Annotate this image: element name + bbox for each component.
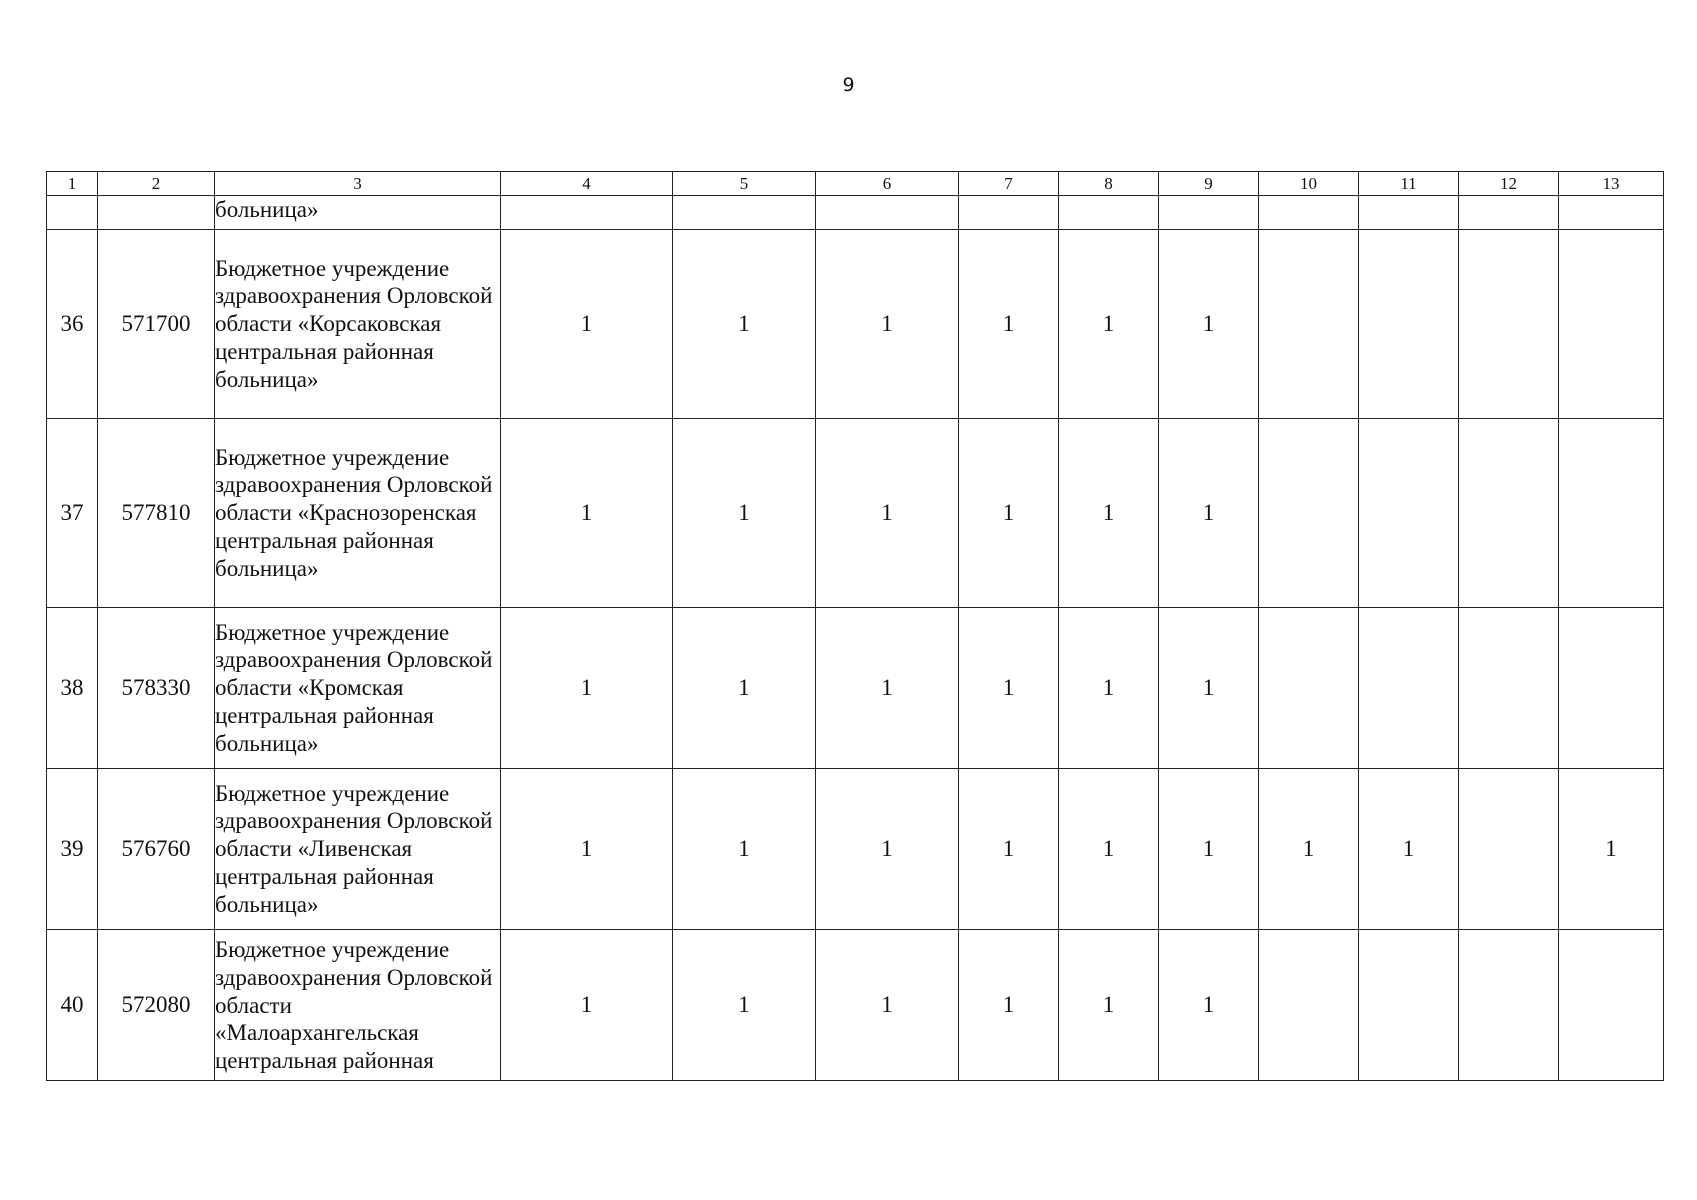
value-cell	[1459, 769, 1559, 930]
value-cell	[1559, 196, 1664, 230]
row-number: 40	[47, 930, 98, 1081]
value-cell: 1	[501, 930, 673, 1081]
value-cell: 1	[816, 419, 959, 608]
value-cell: 1	[816, 230, 959, 419]
value-cell: 1	[1159, 419, 1259, 608]
org-name: Бюджетное учреждение здравоохранения Орловской области «Корсаковская центральная районная больница»	[215, 230, 501, 419]
value-cell	[1459, 419, 1559, 608]
org-name: больница»	[215, 196, 501, 230]
value-cell	[1259, 196, 1359, 230]
value-cell: 1	[501, 608, 673, 769]
value-cell	[1259, 930, 1359, 1081]
value-cell: 1	[673, 419, 816, 608]
value-cell	[1359, 930, 1459, 1081]
org-code	[98, 196, 215, 230]
page-number: 9	[842, 74, 855, 96]
value-cell: 1	[1059, 930, 1159, 1081]
column-number: 3	[215, 172, 501, 196]
value-cell: 1	[501, 230, 673, 419]
value-cell: 1	[673, 930, 816, 1081]
value-cell	[1359, 196, 1459, 230]
value-cell	[816, 196, 959, 230]
value-cell	[1359, 608, 1459, 769]
column-number: 5	[673, 172, 816, 196]
table-row	[47, 419, 1664, 608]
value-cell: 1	[1059, 769, 1159, 930]
row-number	[47, 196, 98, 230]
table-row	[47, 230, 1664, 419]
continuation-row	[47, 196, 1664, 230]
org-code: 571700	[98, 230, 215, 419]
column-number: 13	[1559, 172, 1664, 196]
table-row	[47, 930, 1664, 1081]
column-number: 10	[1259, 172, 1359, 196]
org-code: 578330	[98, 608, 215, 769]
org-code: 577810	[98, 419, 215, 608]
value-cell	[501, 196, 673, 230]
value-cell: 1	[1159, 230, 1259, 419]
org-name-text: Бюджетное учреждение здравоохранения Орловской области «Малоархангельская центральная районная	[215, 937, 493, 1074]
column-number: 4	[501, 172, 673, 196]
value-cell: 1	[1559, 769, 1664, 930]
value-cell	[1159, 196, 1259, 230]
value-cell: 1	[816, 608, 959, 769]
value-cell: 1	[1059, 608, 1159, 769]
column-number: 12	[1459, 172, 1559, 196]
value-cell: 1	[959, 419, 1059, 608]
value-cell: 1	[1259, 769, 1359, 930]
value-cell: 1	[816, 769, 959, 930]
column-number: 1	[47, 172, 98, 196]
org-code: 576760	[98, 769, 215, 930]
column-number-row	[47, 172, 1664, 196]
value-cell: 1	[673, 769, 816, 930]
column-number: 11	[1359, 172, 1459, 196]
column-number: 9	[1159, 172, 1259, 196]
value-cell: 1	[501, 419, 673, 608]
value-cell	[1459, 230, 1559, 419]
row-number: 39	[47, 769, 98, 930]
value-cell: 1	[959, 769, 1059, 930]
row-number: 38	[47, 608, 98, 769]
value-cell	[1359, 230, 1459, 419]
row-number: 36	[47, 230, 98, 419]
column-number: 7	[959, 172, 1059, 196]
org-code: 572080	[98, 930, 215, 1081]
value-cell	[1559, 419, 1664, 608]
value-cell: 1	[1159, 608, 1259, 769]
value-cell	[1359, 419, 1459, 608]
value-cell	[1059, 196, 1159, 230]
table-row	[47, 769, 1664, 930]
column-number: 6	[816, 172, 959, 196]
value-cell: 1	[1159, 930, 1259, 1081]
value-cell: 1	[959, 230, 1059, 419]
value-cell	[1559, 930, 1664, 1081]
value-cell	[1559, 230, 1664, 419]
value-cell: 1	[673, 230, 816, 419]
value-cell	[1459, 196, 1559, 230]
value-cell: 1	[816, 930, 959, 1081]
column-number: 8	[1059, 172, 1159, 196]
org-name: Бюджетное учреждение здравоохранения Орловской области «Краснозоренская центральная районная больница»	[215, 419, 501, 608]
data-table	[46, 171, 1664, 1081]
column-number: 2	[98, 172, 215, 196]
value-cell	[1559, 608, 1664, 769]
org-name: Бюджетное учреждение здравоохранения Орловской области «Кромская центральная районная больница»	[215, 608, 501, 769]
table-row	[47, 608, 1664, 769]
value-cell	[1259, 230, 1359, 419]
value-cell	[1259, 419, 1359, 608]
value-cell: 1	[501, 769, 673, 930]
value-cell: 1	[1159, 769, 1259, 930]
value-cell: 1	[673, 608, 816, 769]
value-cell	[1259, 608, 1359, 769]
value-cell	[959, 196, 1059, 230]
org-name: Бюджетное учреждение здравоохранения Орловской области «Ливенская центральная районная больница»	[215, 769, 501, 930]
row-number: 37	[47, 419, 98, 608]
value-cell: 1	[959, 608, 1059, 769]
value-cell	[673, 196, 816, 230]
value-cell: 1	[1059, 230, 1159, 419]
value-cell: 1	[1059, 419, 1159, 608]
value-cell	[1459, 930, 1559, 1081]
value-cell: 1	[1359, 769, 1459, 930]
value-cell: 1	[959, 930, 1059, 1081]
value-cell	[1459, 608, 1559, 769]
org-name	[215, 930, 501, 1081]
